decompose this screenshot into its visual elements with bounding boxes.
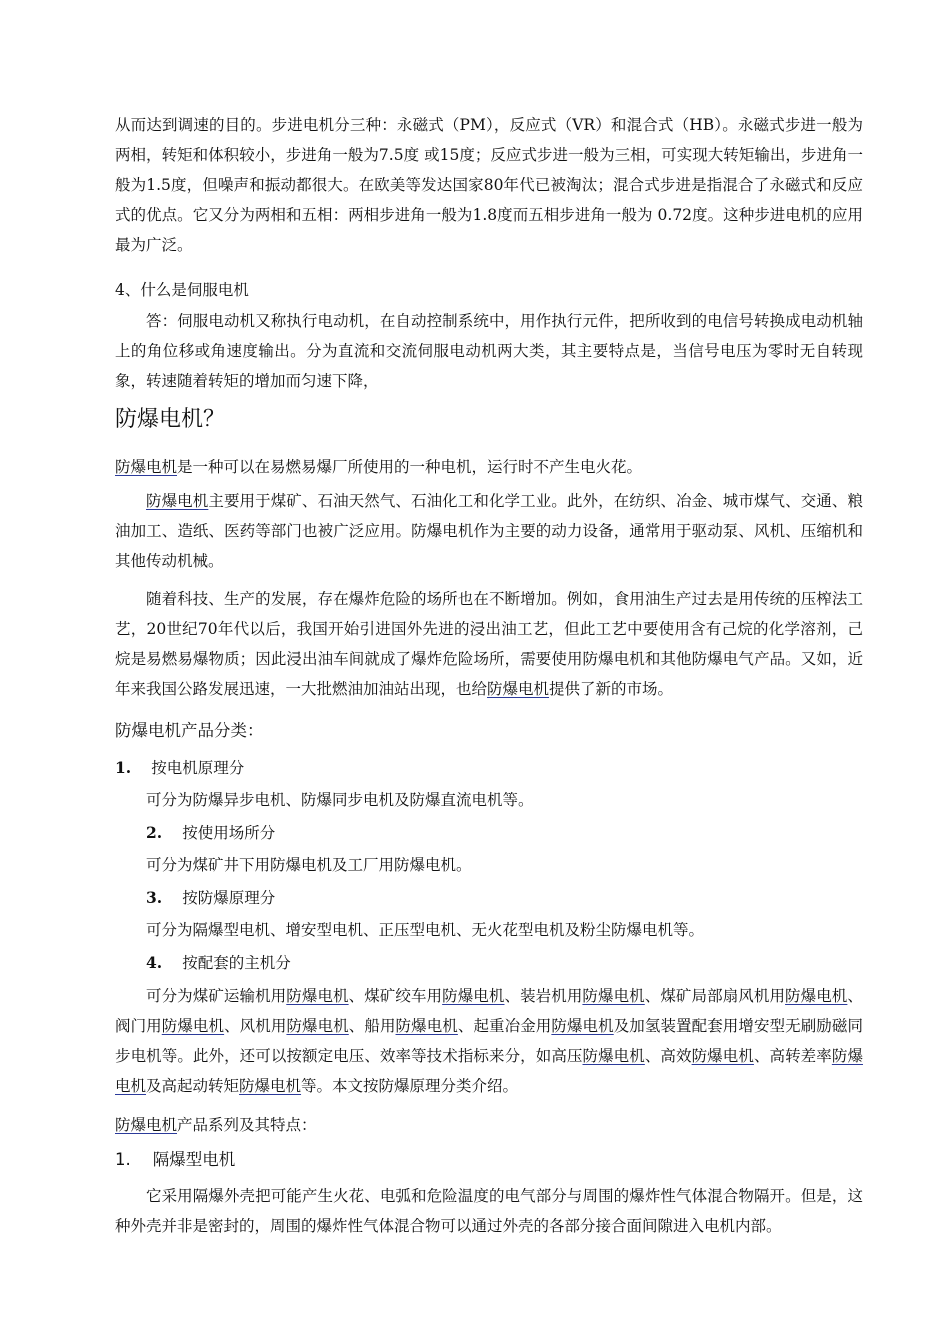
explosion-proof-motor-link[interactable]: 防爆电机 [442,987,505,1005]
section-heading: 防爆电机？ [115,407,226,432]
explosion-proof-motor-link[interactable]: 防爆电机 [785,987,848,1005]
classification-heading: 防爆电机产品分类： [115,721,264,740]
stepper-motor-paragraph: 从而达到调速的目的。步进电机分三种：永磁式（PM），反应式（VR）和混合式（HB）。永磁式步进一般为两相，转矩和体积较小，步进角一般为7.5度 或15度；反应式步进一般为三相，可实现大转矩输出，步进角一般为1.5度，但噪声和振动都很大。在欧美等发达国家80年代已被淘汰；混合式步进是指混合了永磁式和反应式的优点。它又分为两相和五相：两相步进角一般为1.8度而五相步进角一般为 0.72度。这种步进电机的应用最为广泛。 [115,116,863,254]
item-1-desc: 可分为防爆异步电机、防爆同步电机及防爆直流电机等。 [146,791,534,809]
explosion-proof-motor-link[interactable]: 防爆电机 [239,1077,302,1095]
explosion-proof-motor-link[interactable]: 防爆电机 [582,987,645,1005]
item-2-title: 2. 按使用场所分 [146,823,276,842]
host-machine-paragraph: 可分为煤矿运输机用防爆电机、煤矿绞车用防爆电机、装岩机用防爆电机、煤矿局部扇风机用防爆电机、阀门用防爆电机、风机用防爆电机、船用防爆电机、起重冶金用防爆电机及加氢装置配套用增安型无刷励磁同步电机等。此外，还可以按额定电压、效率等技术指标来分，如高压防爆电机、高效防爆电机、高转差率防爆电机及高起动转矩防爆电机等。本文按防爆原理分类介绍。 [115,987,863,1095]
explosion-proof-motor-link[interactable]: 防爆电机 [115,458,178,476]
explosion-proof-motor-link[interactable]: 防爆电机 [395,1017,458,1035]
development-paragraph: 随着科技、生产的发展，存在爆炸危险的场所也在不断增加。例如，食用油生产过去是用传统的压榨法工艺，20世纪70年代以后，我国开始引进国外先进的浸出油工艺，但此工艺中要使用含有己烷的化学溶剂，己烷是易燃易爆物质；因此浸出油车间就成了爆炸危险场所，需要使用防爆电机和其他防爆电气产品。又如，近年来我国公路发展迅速，一大批燃油加油站出现，也给防爆电机提供了新的市场。 [115,590,863,698]
flameproof-paragraph: 它采用隔爆外壳把可能产生火花、电弧和危险温度的电气部分与周围的爆炸性气体混合物隔开。但是，这种外壳并非是密封的，周围的爆炸性气体混合物可以通过外壳的各部分接合面间隙进入电机内部。 [115,1187,863,1235]
series-line: 防爆电机产品系列及其特点： [115,1116,317,1134]
subsection-heading: 1. 隔爆型电机 [115,1150,236,1169]
item-1-title: 1. 按电机原理分 [115,758,245,777]
explosion-proof-motor-link[interactable]: 防爆电机 [115,1116,178,1134]
explosion-proof-motor-link[interactable]: 防爆电机 [691,1047,754,1065]
servo-answer-paragraph: 答：伺服电动机又称执行电动机，在自动控制系统中，用作执行元件，把所收到的电信号转换成电动机轴上的角位移或角速度输出。分为直流和交流伺服电动机两大类，其主要特点是，当信号电压为零时无自转现象，转速随着转矩的增加而匀速下降， [115,312,863,390]
definition-paragraph: 防爆电机是一种可以在易燃易爆厂所使用的一种电机，运行时不产生电火花。 [115,458,643,476]
item-4-title: 4. 按配套的主机分 [146,953,291,972]
item-3-title: 3. 按防爆原理分 [146,888,276,907]
explosion-proof-motor-link[interactable]: 防爆电机 [115,1047,863,1095]
usage-paragraph: 防爆电机主要用于煤矿、石油天然气、石油化工和化学工业。此外，在纺织、冶金、城市煤气、交通、粮油加工、造纸、医药等部门也被广泛应用。防爆电机作为主要的动力设备，通常用于驱动泵、风机、压缩机和其他传动机械。 [115,492,863,570]
explosion-proof-motor-link[interactable]: 防爆电机 [551,1017,614,1035]
item-2-desc: 可分为煤矿井下用防爆电机及工厂用防爆电机。 [146,856,472,874]
explosion-proof-motor-link[interactable]: 防爆电机 [582,1047,645,1065]
explosion-proof-motor-link[interactable]: 防爆电机 [286,1017,349,1035]
explosion-proof-motor-link[interactable]: 防爆电机 [161,1017,225,1035]
explosion-proof-motor-link[interactable]: 防爆电机 [146,492,209,510]
explosion-proof-motor-link[interactable]: 防爆电机 [286,987,349,1005]
item-3-desc: 可分为隔爆型电机、增安型电机、正压型电机、无火花型电机及粉尘防爆电机等。 [146,921,705,939]
question-4: 4、什么是伺服电机 [115,281,249,299]
explosion-proof-motor-link[interactable]: 防爆电机 [487,680,550,698]
